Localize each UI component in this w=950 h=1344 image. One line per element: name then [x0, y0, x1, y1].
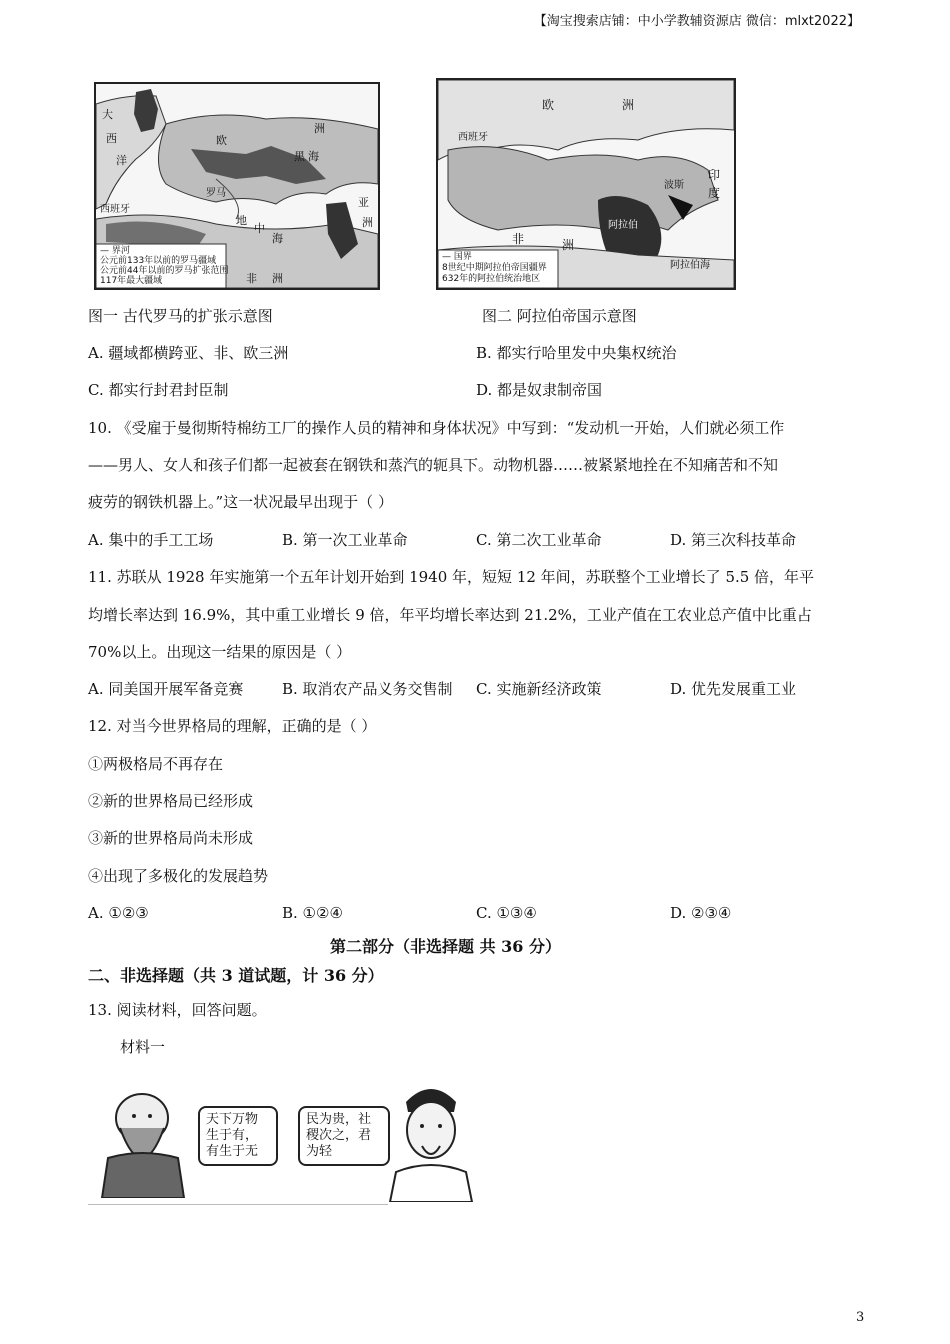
mencius-portrait	[388, 1082, 474, 1202]
q12-item: ③新的世界格局尚未形成	[88, 829, 254, 847]
page-number: 3	[856, 1310, 865, 1325]
map1-label: 洲	[314, 122, 325, 135]
q12-item: ②新的世界格局已经形成	[88, 792, 254, 810]
map2-label: 欧	[542, 98, 555, 112]
map1-legend-1: 公元前133年以前的罗马疆域	[100, 256, 217, 266]
roman-expansion-map	[94, 82, 380, 290]
map2-legend-1: 8世纪中期阿拉伯帝国疆界	[442, 263, 547, 273]
q12-item: ①两极格局不再存在	[88, 755, 224, 773]
part2-title: 第二部分（非选择题 共 36 分）	[330, 937, 561, 956]
q11-option-a: A. 同美国开展军备竞赛	[88, 680, 244, 698]
q11-option-d: D. 优先发展重工业	[670, 680, 797, 698]
map1-label: 非	[246, 272, 257, 285]
q10-line: 疲劳的钢铁机器上。”这一状况最早出现于（ ）	[88, 493, 393, 511]
q13-stem: 13. 阅读材料，回答问题。	[88, 1001, 267, 1019]
q10-option-b: B. 第一次工业革命	[282, 531, 408, 549]
q9-option-b: B. 都实行哈里发中央集权统治	[476, 344, 677, 362]
q12-option-d: D. ②③④	[670, 904, 732, 922]
map1-legend-2: 公元前44年以前的罗马扩张范围	[100, 266, 229, 276]
q12-option-b: B. ①②④	[282, 904, 343, 922]
q11-line: 70%以上。出现这一结果的原因是（ ）	[88, 643, 352, 661]
map2-label: 阿拉伯海	[670, 260, 710, 271]
map1-label: 西	[106, 132, 117, 145]
map1-label: 罗马	[206, 188, 226, 199]
map2-label: 西班牙	[458, 132, 488, 143]
bubble-left-line: 生于有，	[206, 1128, 259, 1143]
laozi-portrait	[98, 1088, 188, 1198]
q10-line: ——男人、女人和孩子们都一起被套在钢铁和蒸汽的轭具下。动物机器……被紧紧地拴在不知痛苦和不知	[88, 456, 779, 474]
map2-label: 非	[512, 232, 525, 246]
speech-bubble-left	[198, 1106, 278, 1166]
map2-label: 阿拉伯	[608, 220, 638, 231]
map2-label: 度	[708, 186, 721, 200]
map2-legend-2: 632年的阿拉伯统治地区	[442, 274, 541, 284]
map1-label: 洲	[272, 272, 283, 285]
map1-label: 欧	[216, 134, 227, 147]
map1-label: 洲	[362, 216, 373, 229]
mencius-drawing	[388, 1082, 474, 1202]
bubble-right-line: 民为贵，社	[306, 1112, 372, 1127]
material1-label: 材料一	[120, 1038, 166, 1056]
map2-legend-0: — 国界	[442, 252, 472, 262]
q10-option-a: A. 集中的手工工场	[88, 531, 214, 549]
q12-item: ④出现了多极化的发展趋势	[88, 867, 269, 885]
laozi-drawing	[98, 1088, 188, 1198]
map1-label: 亚	[358, 196, 369, 209]
q11-option-c: C. 实施新经济政策	[476, 680, 602, 698]
map1-label: 大	[102, 108, 113, 121]
q9-option-c: C. 都实行封君封臣制	[88, 381, 229, 399]
section2-title: 二、非选择题（共 3 道试题，计 36 分）	[88, 966, 384, 985]
bubble-right-line: 为轻	[306, 1144, 333, 1159]
map1-caption: 图一 古代罗马的扩张示意图	[88, 307, 273, 325]
map2-label: 洲	[562, 238, 575, 252]
q12-option-c: C. ①③④	[476, 904, 537, 922]
map1-legend-3: 117年最大疆域	[100, 276, 163, 286]
map1-label: 中	[254, 222, 265, 235]
bubble-left-line: 有生于无	[206, 1144, 259, 1159]
q10-line: 10. 《受雇于曼彻斯特棉纺工厂的操作人员的精神和身体状况》中写到：“发动机一开始，人们就必须工作	[88, 419, 785, 437]
arab-empire-map	[436, 78, 736, 290]
q10-option-c: C. 第二次工业革命	[476, 531, 602, 549]
bubble-left-line: 天下万物	[206, 1112, 259, 1127]
map1-label: 地	[236, 214, 247, 227]
bubble-right-line: 稷次之，君	[306, 1128, 372, 1143]
map1-label: 黑	[294, 150, 305, 163]
q10-option-d: D. 第三次科技革命	[670, 531, 797, 549]
map1-label: 海	[308, 150, 319, 163]
map2-label: 印	[708, 168, 721, 182]
q11-line: 11. 苏联从 1928 年实施第一个五年计划开始到 1940 年，短短 12 年间，苏联整个工业增长了 5.5 倍，年平	[88, 568, 815, 586]
map1-label: 洋	[116, 154, 127, 167]
page-header: 【淘宝搜索店铺：中小学教辅资源店 微信：mlxt2022】	[533, 14, 860, 29]
map2-caption: 图二 阿拉伯帝国示意图	[482, 307, 637, 325]
speech-bubble-right	[298, 1106, 390, 1166]
map1-label: 西班牙	[100, 204, 130, 215]
q9-option-d: D. 都是奴隶制帝国	[476, 381, 603, 399]
map2-label: 波斯	[664, 180, 684, 191]
q9-option-a: A. 疆域都横跨亚、非、欧三洲	[88, 344, 289, 362]
map1-legend-0: — 界河	[100, 246, 130, 256]
q11-option-b: B. 取消农产品义务交售制	[282, 680, 453, 698]
q11-line: 均增长率达到 16.9%，其中重工业增长 9 倍，年平均增长率达到 21.2%，工业产值在工农业总产值中比重占	[88, 606, 812, 624]
q12-stem: 12. 对当今世界格局的理解，正确的是（ ）	[88, 717, 377, 735]
illustration-baseline	[88, 1204, 388, 1205]
map1-label: 海	[272, 232, 283, 245]
map2-label: 洲	[622, 98, 635, 112]
q12-option-a: A. ①②③	[88, 904, 149, 922]
